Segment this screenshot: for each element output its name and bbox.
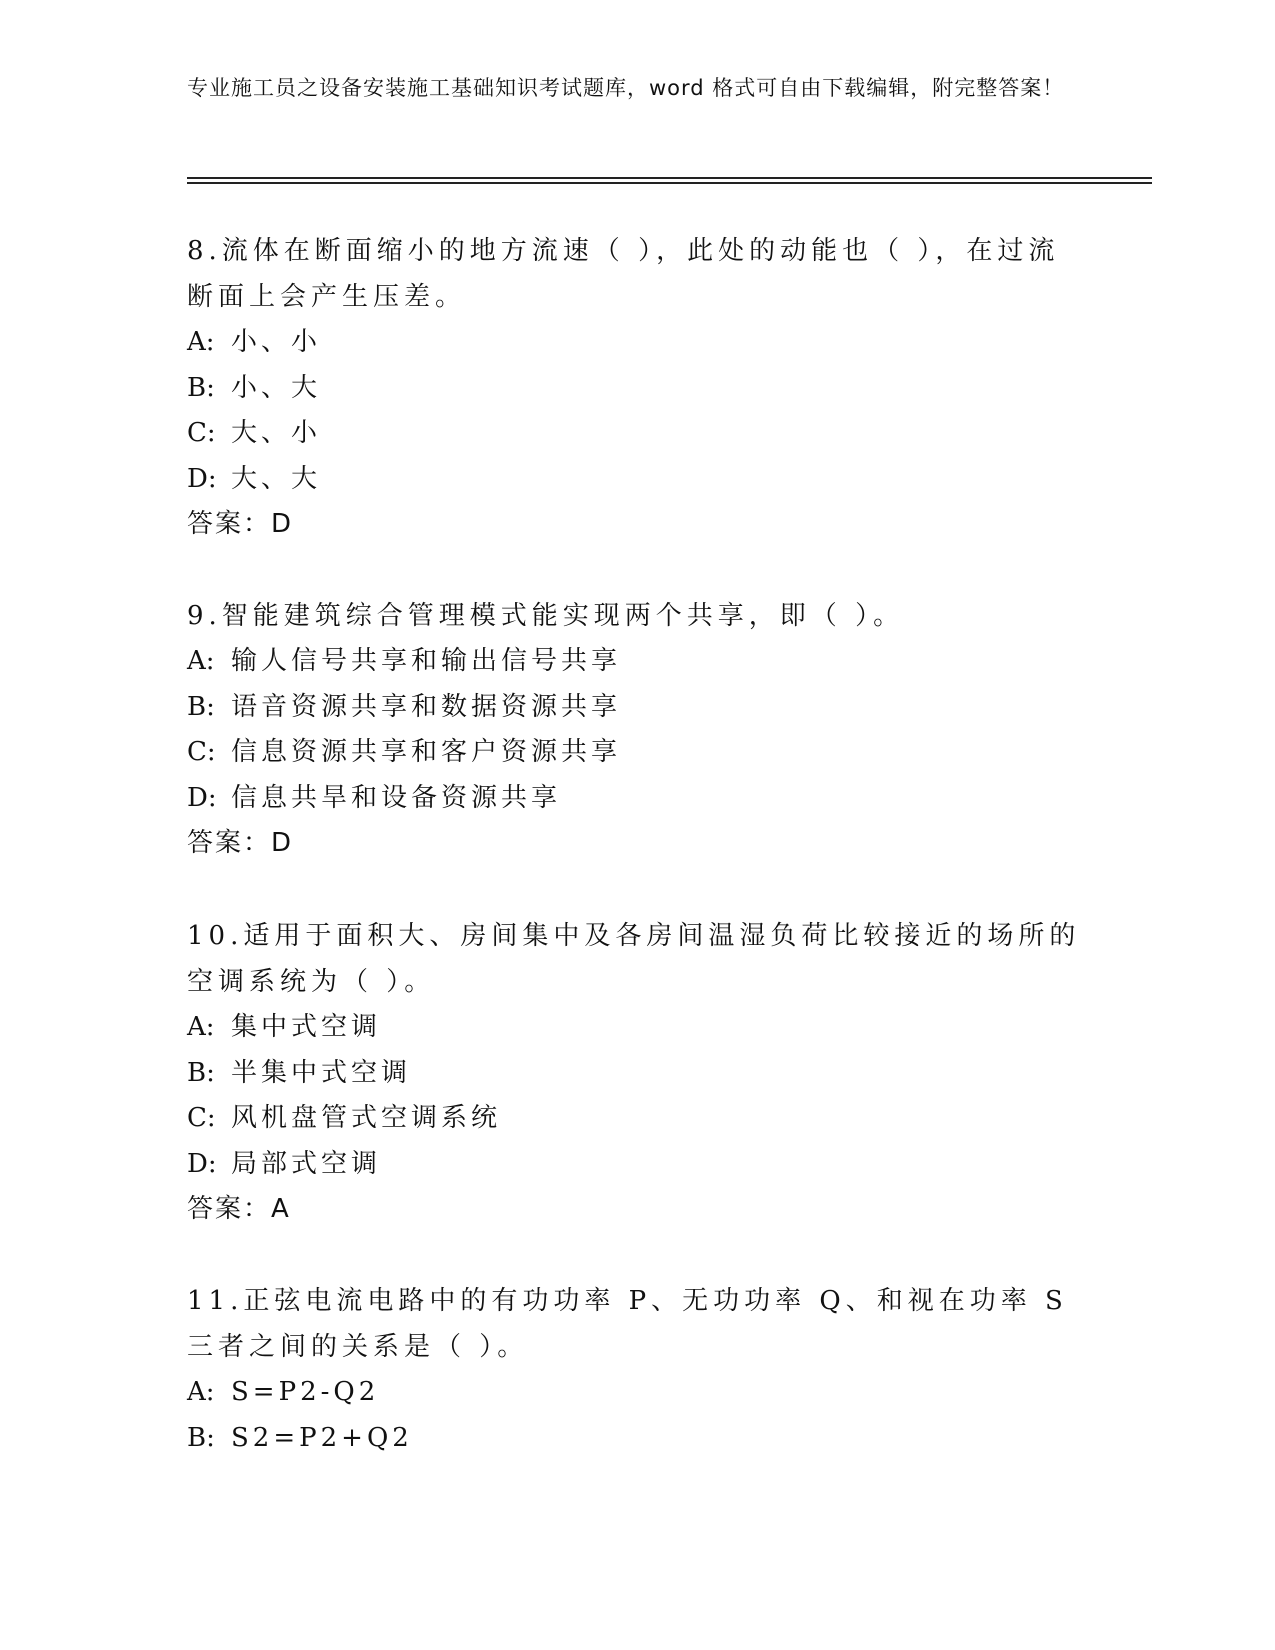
option-key: A: — [187, 327, 215, 357]
question-stem: 9.智能建筑综合管理模式能实现两个共享，即（ ）。 — [187, 601, 905, 631]
question-11 — [187, 1278, 1087, 1461]
option-key: B: — [187, 1422, 215, 1453]
option-text: 语音资源共享和数据资源共享 — [231, 691, 622, 722]
option-text: 局部式空调 — [231, 1148, 382, 1179]
question-8 — [187, 228, 1087, 547]
option-a — [187, 1370, 1087, 1416]
option-key: A: — [187, 1012, 215, 1042]
option-text: 小、大 — [231, 372, 322, 403]
option-key: A: — [187, 646, 215, 676]
option-c — [187, 411, 1087, 457]
option-b — [187, 685, 1087, 731]
option-key: B: — [187, 1057, 215, 1088]
option-text: S=P2-Q2 — [231, 1377, 380, 1407]
question-stem: 11.正弦电流电路中的有功功率 P、无功功率 Q、和视在功率 S 三者之间的关系是（ ）。 — [187, 1286, 1068, 1362]
option-text: 半集中式空调 — [231, 1057, 412, 1088]
option-text: 小、小 — [231, 327, 322, 357]
option-key: A: — [187, 1377, 215, 1407]
option-b — [187, 1416, 1087, 1462]
option-key: D: — [187, 463, 217, 494]
question-stem: 10.适用于面积大、房间集中及各房间温湿负荷比较接近的场所的空调系统为（ ）。 — [187, 921, 1081, 997]
option-c — [187, 1096, 1087, 1142]
option-b — [187, 1051, 1087, 1097]
option-text: 信息共旱和设备资源共享 — [231, 782, 562, 813]
option-d — [187, 1142, 1087, 1188]
option-c — [187, 730, 1087, 776]
option-text: S2=P2+Q2 — [231, 1422, 413, 1453]
document-header: 专业施工员之设备安装施工基础知识考试题库，word 格式可自由下载编辑，附完整答案！ — [187, 76, 1065, 100]
option-text: 输人信号共享和输出信号共享 — [231, 646, 622, 676]
option-key: D: — [187, 1148, 217, 1179]
option-key: B: — [187, 372, 215, 403]
option-key: C: — [187, 737, 216, 767]
option-key: B: — [187, 691, 215, 722]
option-a — [187, 639, 1087, 685]
option-key: C: — [187, 418, 216, 448]
header-divider-bottom — [187, 182, 1152, 184]
option-text: 集中式空调 — [231, 1012, 382, 1042]
option-b — [187, 366, 1087, 412]
option-d — [187, 776, 1087, 822]
option-text: 大、大 — [231, 463, 322, 494]
question-10 — [187, 913, 1087, 1232]
answer: 答案：D — [187, 828, 294, 858]
option-text: 风机盘管式空调系统 — [231, 1103, 502, 1133]
answer: 答案：A — [187, 1194, 291, 1224]
answer: 答案：D — [187, 509, 294, 539]
option-text: 大、小 — [231, 418, 322, 448]
option-key: C: — [187, 1103, 216, 1133]
option-a — [187, 320, 1087, 366]
option-text: 信息资源共享和客户资源共享 — [231, 737, 622, 767]
option-a — [187, 1005, 1087, 1051]
option-d — [187, 457, 1087, 503]
question-9 — [187, 593, 1087, 866]
option-key: D: — [187, 782, 217, 813]
question-stem: 8.流体在断面缩小的地方流速（ ），此处的动能也（ ），在过流断面上会产生压差。 — [187, 236, 1060, 312]
header-divider-top — [187, 177, 1152, 179]
